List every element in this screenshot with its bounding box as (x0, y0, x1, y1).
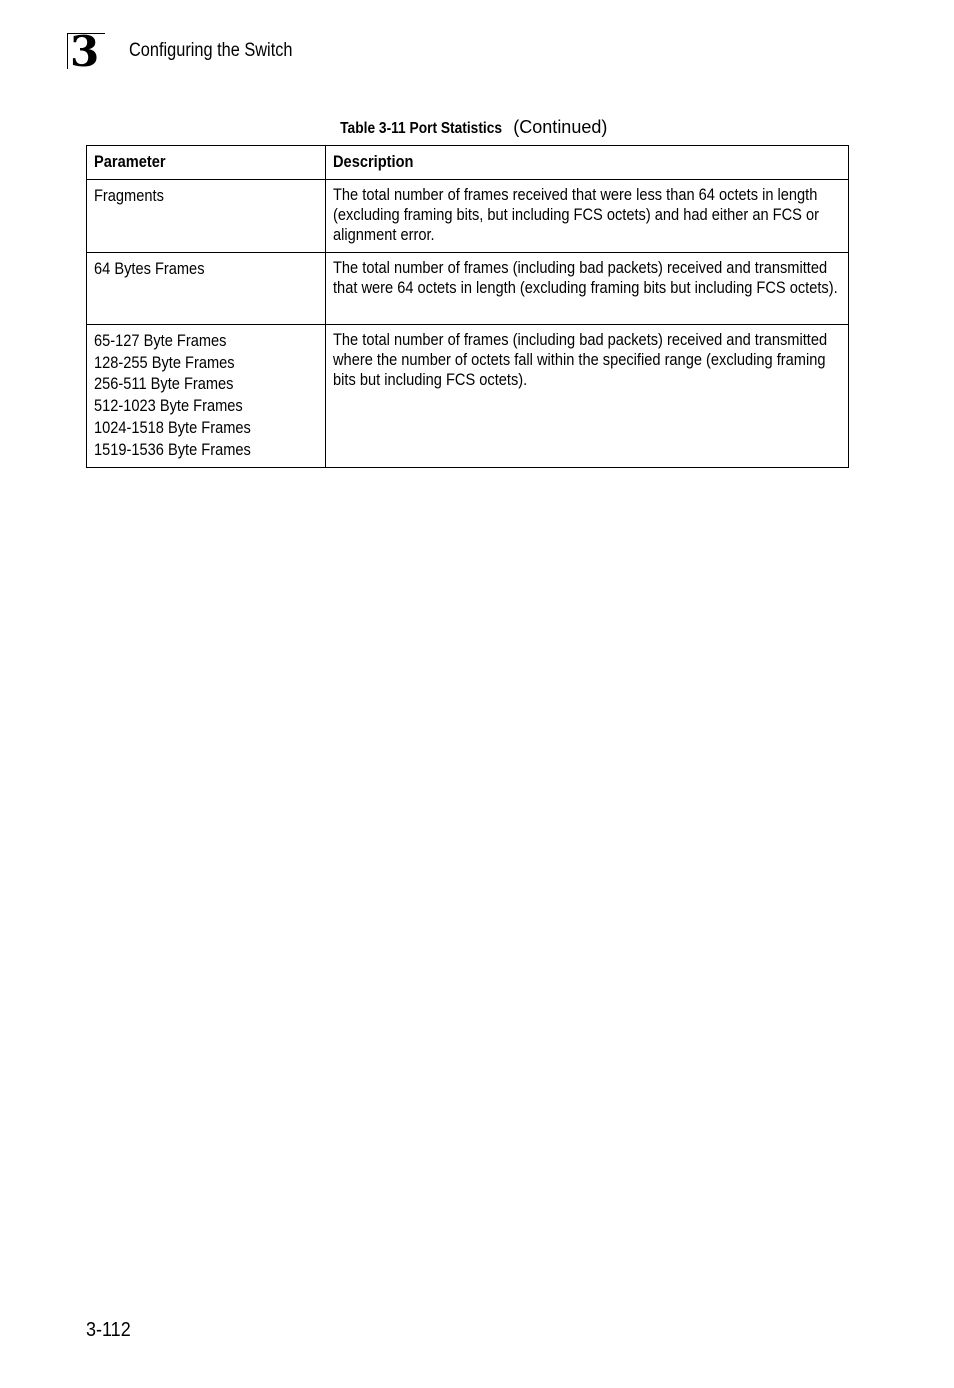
description-cell (326, 325, 849, 468)
parameter-name: 512-1023 Byte Frames (94, 396, 243, 416)
table-header-row (87, 146, 849, 180)
port-statistics-table (86, 145, 849, 468)
description-text: The total number of frames (including bad packets) received and transmitted that were 64 octets in length (excluding framing bits but including FCS octets). (333, 258, 838, 297)
description-text: The total number of frames (including bad packets) received and transmitted where the number of octets fall within the specified range (excluding framing bits but including FCS octets). (333, 330, 828, 389)
column-header-description: Description (326, 146, 849, 180)
parameter-name: 256-511 Byte Frames (94, 374, 234, 394)
parameter-name: 65-127 Byte Frames (94, 331, 227, 350)
parameter-name: 1024-1518 Byte Frames (94, 417, 251, 437)
table-caption-continued: (Continued) (513, 117, 608, 137)
parameter-cell (87, 253, 326, 325)
parameter-name: 64 Bytes Frames (94, 259, 205, 278)
parameter-cell (87, 325, 326, 468)
chapter-number: 3 (70, 27, 99, 76)
table-row (87, 180, 849, 253)
description-text: The total number of frames received that were less than 64 octets in length (excluding framing bits, but including FCS octets) and had either an FCS or alignment error. (333, 185, 819, 244)
column-header-parameter: Parameter (87, 146, 326, 180)
parameter-name: 128-255 Byte Frames (94, 352, 235, 372)
running-header-title: Configuring the Switch (129, 40, 293, 61)
table-caption-label: Table 3-11 Port Statistics (339, 120, 502, 137)
table-row (87, 253, 849, 325)
parameter-name: Fragments (94, 186, 164, 205)
table-row (87, 325, 849, 468)
description-cell (326, 253, 849, 325)
description-cell (326, 180, 849, 253)
parameter-name: 1519-1536 Byte Frames (94, 439, 251, 459)
parameter-cell (87, 180, 326, 253)
page-number: 3-112 (86, 1319, 131, 1341)
table-caption (86, 117, 848, 138)
